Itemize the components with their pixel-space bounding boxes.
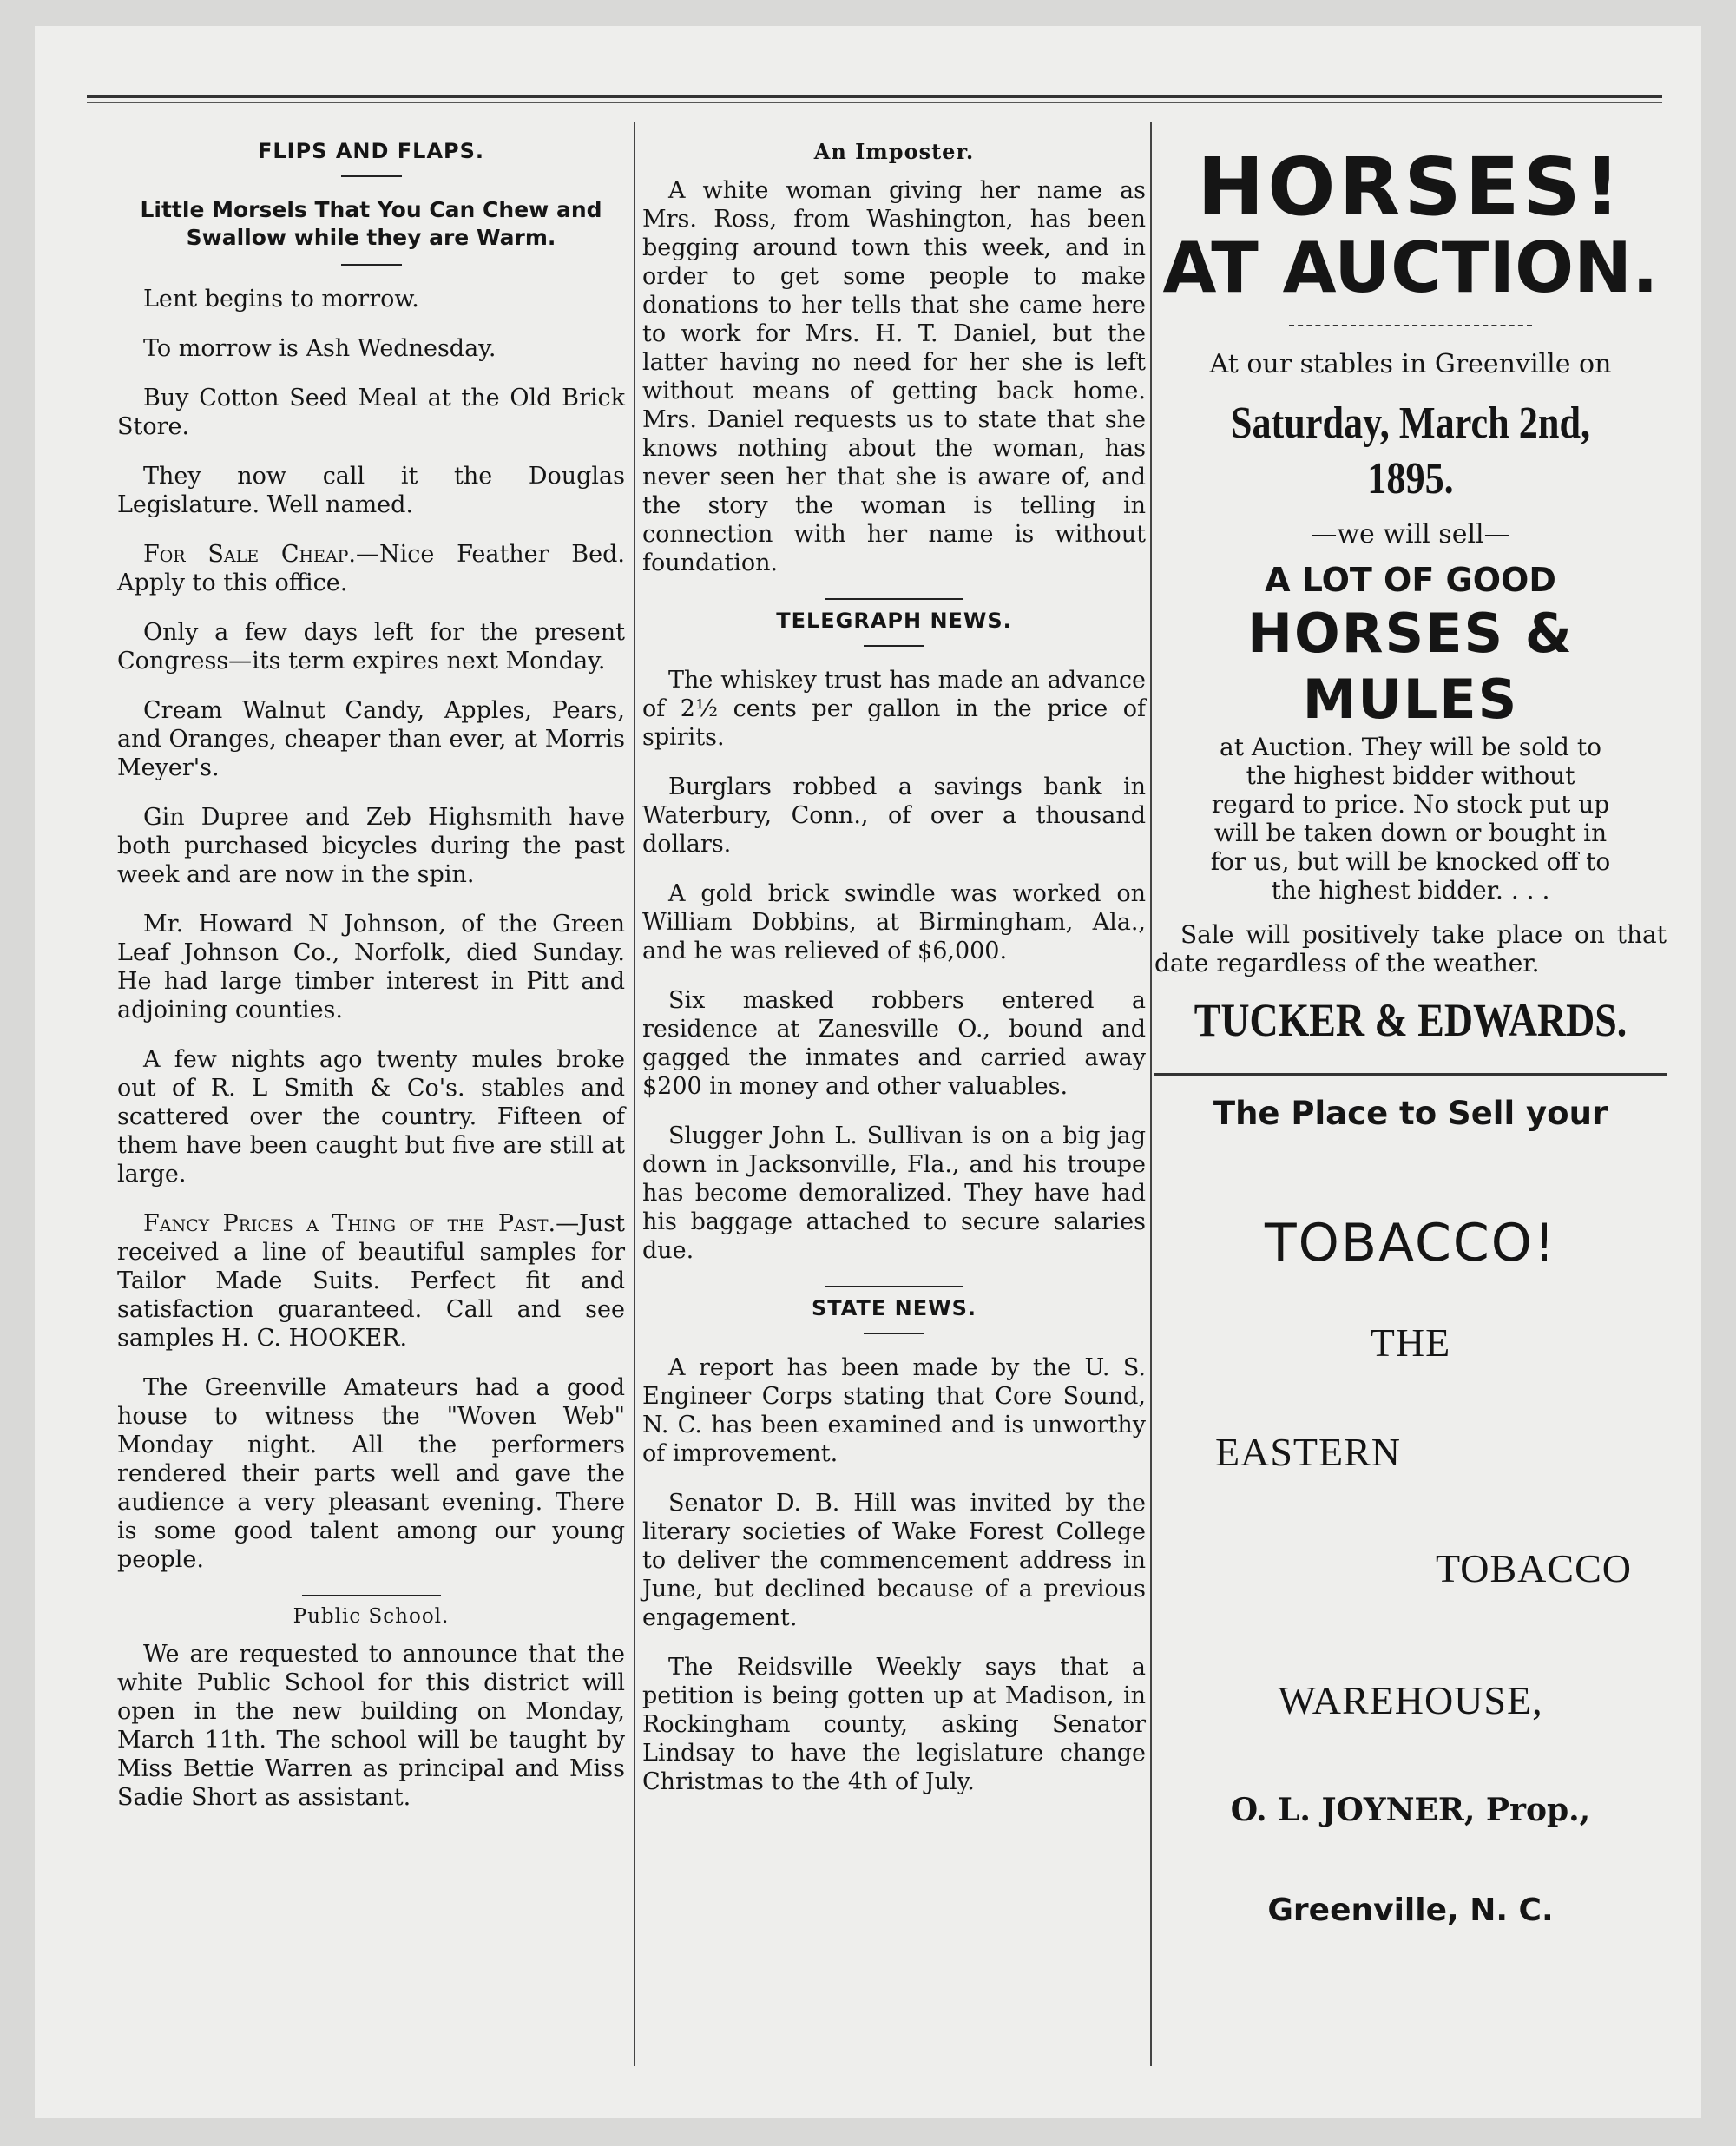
- ad-location: At our stables in Greenville on: [1209, 349, 1612, 379]
- column-advertisements: [1154, 139, 1667, 1930]
- ad-animals: HORSES & MULES: [1247, 602, 1574, 731]
- news-item: Mr. Howard N Johnson, of the Green Leaf Johnson Co., Norfolk, died Sunday. He had large timber interest in Pitt and adjoining counties.: [117, 911, 625, 1024]
- ad-separator: [1154, 1073, 1667, 1076]
- news-item: Cream Walnut Candy, Apples, Pears, and Oranges, cheaper than ever, at Morris Meyer's.: [117, 697, 625, 781]
- divider: [864, 645, 924, 647]
- ad-line-eastern: EASTERN: [1215, 1430, 1401, 1474]
- news-item: They now call it the Douglas Legislature. Well named.: [117, 463, 625, 518]
- divider: [864, 1333, 924, 1334]
- news-item: Lent begins to morrow.: [143, 286, 419, 313]
- column-flips-and-flaps: [117, 139, 625, 1833]
- news-item: A few nights ago twenty mules broke out of R. L Smith & Co's. stables and scattered over the country. Fifteen of them have been caught but five are still at large.: [117, 1046, 625, 1188]
- ad-firm-name: TUCKER & EDWARDS.: [1194, 994, 1628, 1046]
- fancy-text: —Just received a line of beautiful samples for Tailor Made Suits. Perfect fit and satisfaction guaranteed. Call and see samples: [117, 1210, 625, 1352]
- state-news-item: The Reidsville Weekly says that a petition is being gotten up at Madison, in Rockingham county, asking Senator Lindsay to have the legislature change Christmas to the 4th of July.: [642, 1654, 1146, 1795]
- ad-subheadline: AT AUCTION.: [1162, 227, 1659, 308]
- school-notice: We are requested to announce that the white Public School for this district will open in the new building on Monday, March 11th. The school will be taught by Miss Bettie Warren as principal and Miss Sadie Short as assistant.: [117, 1641, 625, 1811]
- horse-auction-ad: [1154, 141, 1667, 1050]
- ad-product: TOBACCO!: [1264, 1213, 1557, 1274]
- school-heading: Public School.: [293, 1605, 450, 1628]
- ad-sale-notice: Sale will positively take place on that date regardless of the weather.: [1154, 920, 1667, 978]
- telegraph-item: Slugger John L. Sullivan is on a big jag down in Jacksonville, Fla., and his troupe has become demoralized. They have had his baggage attached to secure salaries due.: [642, 1122, 1146, 1264]
- ad-line-tobacco: TOBACCO: [1436, 1546, 1632, 1590]
- divider: [341, 264, 402, 266]
- column-divider-1: [634, 122, 635, 2066]
- news-item: Gin Dupree and Zeb Highsmith have both purchased bicycles during the past week and are now in the spin.: [117, 804, 625, 888]
- column-news: [642, 139, 1146, 1817]
- ad-proprietor: O. L. JOYNER, Prop.,: [1230, 1792, 1591, 1828]
- telegraph-item: A gold brick swindle was worked on William Dobbins, at Birmingham, Ala., and he was relieved of $6,000.: [642, 880, 1146, 964]
- divider: [341, 175, 402, 177]
- fancy-signature: H. C. HOOKER.: [220, 1325, 408, 1352]
- ad-body: at Auction. They will be sold to the highest bidder without regard to price. No stock put up will be taken down or bought in for us, but will be knocked off to the highest bidder. . . .: [1210, 733, 1611, 905]
- for-sale-lead: For Sale Cheap.: [143, 541, 356, 568]
- ad-line-the: THE: [1370, 1320, 1451, 1365]
- news-item: Only a few days left for the present Congress—its term expires next Monday.: [117, 619, 625, 675]
- top-rule-thin: [87, 102, 1662, 103]
- newspaper-page: [35, 26, 1701, 2118]
- ornament-divider: [1289, 325, 1532, 330]
- column-divider-2: [1150, 122, 1152, 2066]
- news-item: The Greenville Amateurs had a good house to witness the "Woven Web" Monday night. All the performers rendered their parts well and gave the audience a very pleasant evening. There is some good talent among our young people.: [117, 1374, 625, 1573]
- imposter-article: A white woman giving her name as Mrs. Ross, from Washington, has been begging around town this week, and in order to get some people to make donations to her tells that she came here to work for Mrs. H. T. Daniel, but the latter having no need for her she is left without means of getting back home. Mrs. Daniel requests us to state that she knows nothing about the woman, has never seen her that she is aware of, and the story the woman is telling in connection with her name is without foundation.: [642, 177, 1146, 576]
- news-item: Buy Cotton Seed Meal at the Old Brick Store.: [117, 385, 625, 440]
- telegraph-item: Burglars robbed a savings bank in Waterbury, Conn., of over a thousand dollars.: [642, 773, 1146, 858]
- state-news-heading: STATE NEWS.: [812, 1296, 976, 1320]
- news-item-for-sale: [117, 540, 625, 597]
- ad-town: Greenville, N. C.: [1267, 1893, 1554, 1928]
- section-subheading: Little Morsels That You Can Chew and Swallow while they are Warm.: [140, 197, 602, 250]
- state-news-item: Senator D. B. Hill was invited by the literary societies of Wake Forest College to deliver the commencement address in June, but declined because of a previous engagement.: [642, 1490, 1146, 1631]
- state-news-item: A report has been made by the U. S. Engineer Corps stating that Core Sound, N. C. has been examined and is unworthy of improvement.: [642, 1354, 1146, 1467]
- section-heading: FLIPS AND FLAPS.: [257, 139, 485, 163]
- ad-date: Saturday, March 2nd, 1895.: [1230, 398, 1591, 504]
- news-item: To morrow is Ash Wednesday.: [143, 335, 496, 362]
- imposter-heading: An Imposter.: [813, 139, 975, 164]
- divider: [302, 1595, 441, 1596]
- top-rule: [87, 95, 1662, 98]
- fancy-lead: Fancy Prices a Thing of the Past.: [143, 1210, 556, 1237]
- tobacco-warehouse-ad: [1154, 1095, 1667, 1930]
- telegraph-item: The whiskey trust has made an advance of 2½ cents per gallon in the price of spirits.: [642, 667, 1146, 751]
- ad-lead: The Place to Sell your: [1213, 1095, 1608, 1132]
- for-sale-text: —Nice Feather Bed. Apply to this office.: [117, 541, 625, 596]
- telegraph-item: Six masked robbers entered a residence at Zanesville O., bound and gagged the inmates and carried away $200 in money and other valuables.: [642, 987, 1146, 1100]
- ad-line-warehouse: WAREHOUSE,: [1278, 1678, 1543, 1722]
- ad-lot: A LOT OF GOOD: [1265, 561, 1556, 599]
- telegraph-heading: TELEGRAPH NEWS.: [776, 609, 1012, 633]
- ad-headline: HORSES!: [1197, 141, 1624, 234]
- divider: [825, 598, 963, 600]
- news-item-fancy-prices: [117, 1209, 625, 1353]
- ad-we-will-sell: —we will sell—: [1311, 519, 1510, 550]
- divider: [825, 1286, 963, 1287]
